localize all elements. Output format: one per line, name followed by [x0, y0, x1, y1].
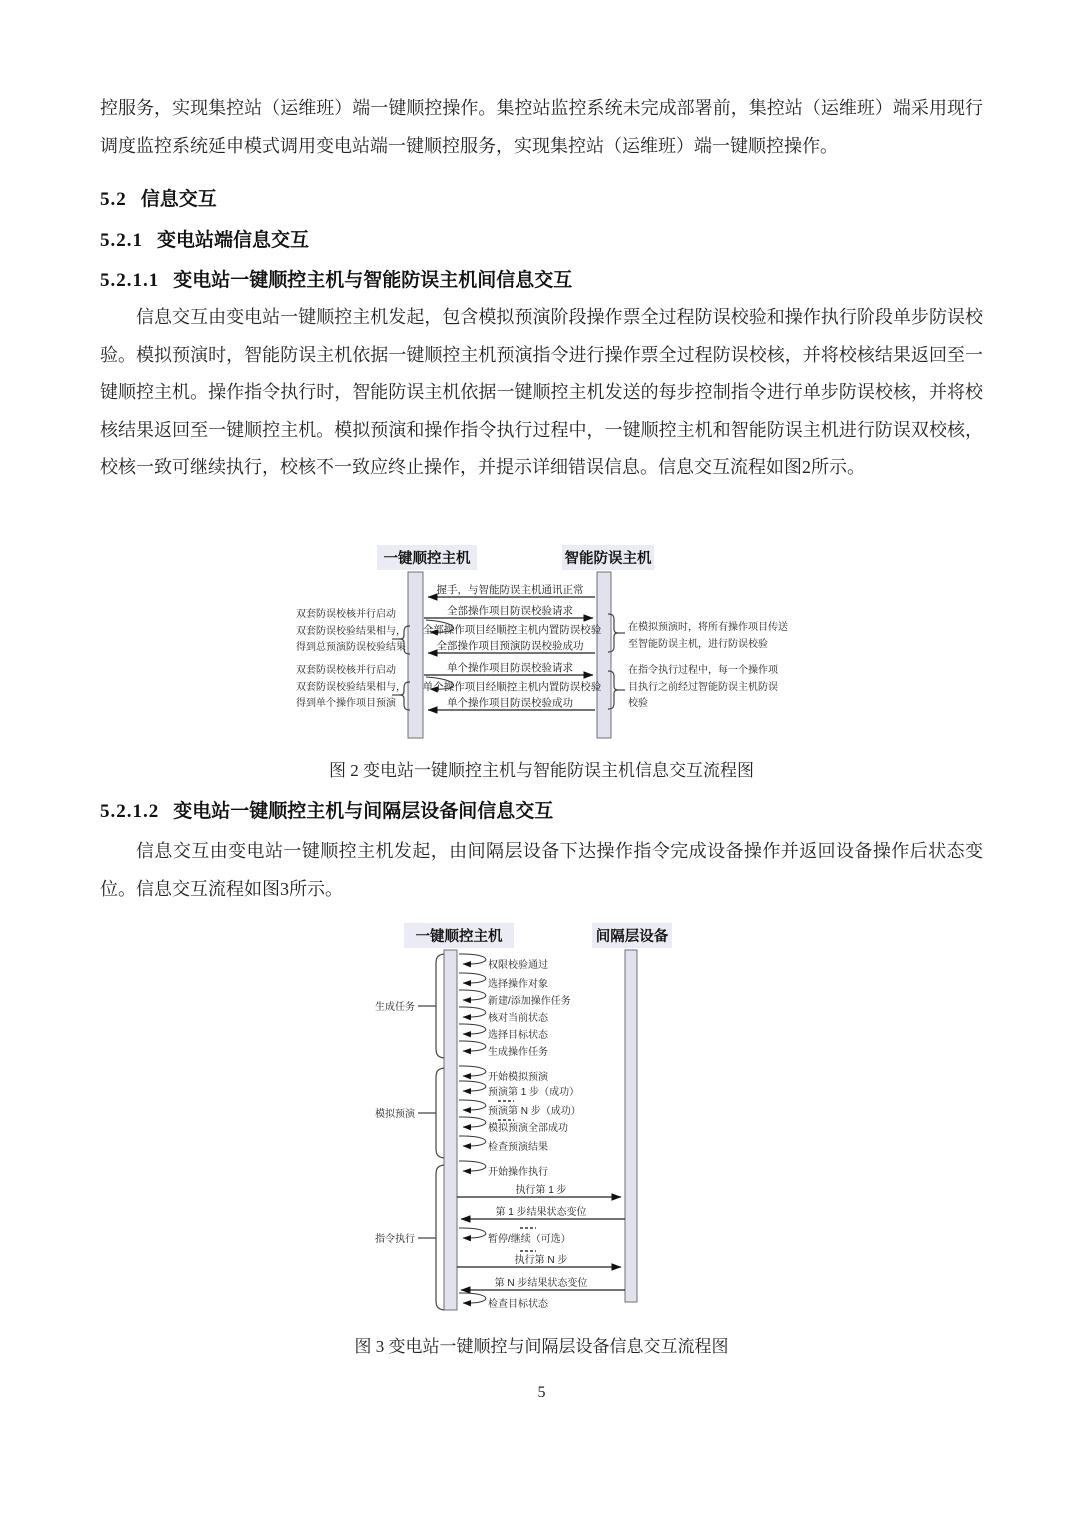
fig3-message-label: 执行第 N 步 — [514, 1255, 568, 1266]
fig3-group-brace — [436, 954, 444, 1058]
heading-5-2-1-1-number: 5.2.1.1 — [100, 270, 160, 291]
fig3-self-loop-arrow — [459, 1161, 486, 1171]
figure-3-caption: 图 3 变电站一键顺控与间隔层设备信息交互流程图 — [354, 1337, 729, 1356]
figure-2-sequence-diagram — [100, 542, 980, 747]
fig3-message-label: 检查目标状态 — [488, 1299, 548, 1310]
fig3-self-loop-arrow — [459, 1117, 486, 1127]
fig3-message-label: 权限校验通过 — [488, 960, 548, 971]
fig2-left-note-line: 得到单个操作项目预演 — [296, 698, 396, 709]
fig3-group-label: 指令执行 — [375, 1234, 415, 1245]
heading-5-2-1-title: 变电站端信息交互 — [157, 230, 310, 251]
intro-paragraph: 控服务，实现集控站（运维班）端一键顺控操作。集控站监控系统未完成部署前，集控站（运维班）端采用现行调度监控系统延申模式调用变电站端一键顺控服务，实现集控站（运维班）端一键顺控操作。 — [100, 98, 983, 156]
fig3-group-brace — [436, 1068, 444, 1158]
fig2-left-note-line: 双套防误校验结果相与， — [296, 626, 406, 637]
fig3-self-loop-arrow — [459, 1136, 486, 1146]
heading-5-2-number: 5.2 — [100, 189, 127, 210]
fig3-self-loop-arrow — [459, 1041, 486, 1051]
heading-5-2-1-2-title: 变电站一键顺控主机与间隔层设备间信息交互 — [173, 801, 554, 822]
fig3-self-loop-arrow — [459, 973, 486, 983]
fig3-self-loop-arrow — [459, 1066, 486, 1076]
heading-5-2-1 — [100, 229, 983, 253]
fig3-message-label: 检查预演结果 — [488, 1142, 548, 1153]
fig2-right-note-line: 校验 — [628, 698, 648, 709]
heading-5-2-title: 信息交互 — [140, 189, 217, 210]
heading-5-2-1-1-title: 变电站一键顺控主机与智能防误主机间信息交互 — [173, 270, 573, 291]
fig2-right-activation-bar — [597, 572, 611, 738]
fig2-message-label: 全部操作项目防误校验请求 — [447, 605, 573, 617]
fig3-self-loop-arrow — [459, 990, 486, 1000]
fig3-self-loop-arrow — [459, 1024, 486, 1034]
heading-5-2 — [100, 188, 983, 212]
fig2-right-note-line: 目执行之前经过智能防误主机防误 — [628, 682, 778, 693]
fig3-self-loop-arrow — [459, 1100, 486, 1110]
heading-5-2-1-2-number: 5.2.1.2 — [100, 801, 160, 822]
fig3-message-label: 开始模拟预演 — [488, 1072, 548, 1083]
fig3-right-lifeline-label: 间隔层设备 — [595, 929, 669, 945]
fig2-message-label: 单个操作项目防误校验成功 — [447, 697, 573, 709]
fig3-message-label: 核对当前状态 — [488, 1013, 548, 1024]
figure-2-caption: 图 2 变电站一键顺控主机与智能防误主机信息交互流程图 — [329, 761, 754, 780]
fig2-right-lifeline-label: 智能防误主机 — [564, 551, 652, 567]
fig3-message-label: 模拟预演全部成功 — [488, 1123, 568, 1134]
fig3-left-activation-bar — [444, 950, 457, 1310]
fig3-left-lifeline-label: 一键顺控主机 — [415, 929, 503, 945]
fig2-left-note-line: 双套防误校核并行启动 — [296, 609, 396, 620]
fig3-message-label: 选择操作对象 — [488, 979, 548, 990]
fig3-message-label: 选择目标状态 — [488, 1030, 548, 1041]
fig3-message-label: 生成操作任务 — [488, 1047, 548, 1058]
fig2-message-label: 单个操作项目经顺控主机内置防误校验 — [422, 681, 602, 693]
fig3-message-label: 预演第 1 步（成功） — [488, 1087, 580, 1098]
fig3-group-brace — [436, 1165, 444, 1310]
heading-5-2-1-1 — [100, 269, 983, 293]
fig3-self-loop-arrow — [459, 954, 486, 964]
fig3-message-label: 预演第 N 步（成功） — [488, 1106, 581, 1117]
fig2-message-label: 全部操作项目预演防误校验成功 — [436, 640, 584, 652]
fig2-left-note-line: 双套防误校核并行启动 — [296, 665, 396, 676]
fig3-self-loop-arrow — [459, 1293, 486, 1303]
fig2-right-note-line: 至智能防误主机，进行防误校验 — [628, 639, 768, 650]
paragraph-5-2-1-2: 信息交互由变电站一键顺控主机发起，由间隔层设备下达操作指令完成设备操作并返回设备操作后状态变位。信息交互流程如图3所示。 — [100, 841, 983, 899]
fig3-right-activation-bar — [625, 950, 637, 1302]
fig2-left-lifeline-label: 一键顺控主机 — [383, 551, 471, 567]
fig2-right-note-line: 在指令执行过程中，每一个操作项 — [628, 665, 778, 676]
fig3-message-label: 开始操作执行 — [488, 1167, 548, 1178]
fig3-message-label: 第 1 步结果状态变位 — [495, 1207, 587, 1218]
fig3-self-loop-arrow — [459, 1228, 486, 1238]
fig3-self-loop-arrow — [459, 1081, 486, 1091]
fig2-left-note-line: 双套防误校验结果相与， — [296, 682, 406, 693]
fig3-message-label: 新建/添加操作任务 — [488, 996, 571, 1007]
fig3-self-loop-arrow — [459, 1007, 486, 1017]
fig2-right-note-line: 在模拟预演时，将所有操作项目传送 — [628, 622, 788, 633]
paragraph-5-2-1-1: 信息交互由变电站一键顺控主机发起，包含模拟预演阶段操作票全过程防误校验和操作执行阶段单步防误校验。模拟预演时，智能防误主机依据一键顺控主机预演指令进行操作票全过程防误校核，并将校核结果返回至一键顺控主机。操作指令执行时，智能防误主机依据一键顺控主机发送的每步控制指令进行单步防误校核，并将校核结果返回至一键顺控主机。模拟预演和操作指令执行过程中，一键顺控主机和智能防误主机进行防误双校核，校核一致可继续执行，校核不一致应终止操作，并提示详细错误信息。信息交互流程如图2所示。 — [100, 307, 983, 478]
fig3-group-label: 模拟预演 — [375, 1109, 415, 1120]
figure-3-sequence-diagram — [100, 920, 980, 1320]
fig3-message-label: 第 N 步结果状态变位 — [494, 1278, 588, 1289]
fig2-message-label: 握手，与智能防误主机通讯正常 — [436, 584, 584, 596]
fig2-message-label: 单个操作项目防误校验请求 — [447, 662, 573, 674]
page-number: 5 — [537, 1384, 546, 1401]
fig3-message-label: 暂停/继续（可选） — [488, 1234, 571, 1245]
fig2-message-label: 全部操作项目经顺控主机内置防误校验 — [422, 624, 602, 636]
fig3-message-label: 执行第 1 步 — [515, 1185, 567, 1196]
fig2-left-note-line: 得到总预演防误校验结果 — [296, 642, 406, 653]
fig3-group-label: 生成任务 — [375, 1002, 415, 1013]
heading-5-2-1-number: 5.2.1 — [100, 230, 143, 251]
fig2-left-activation-bar — [408, 572, 423, 738]
heading-5-2-1-2 — [100, 800, 983, 824]
